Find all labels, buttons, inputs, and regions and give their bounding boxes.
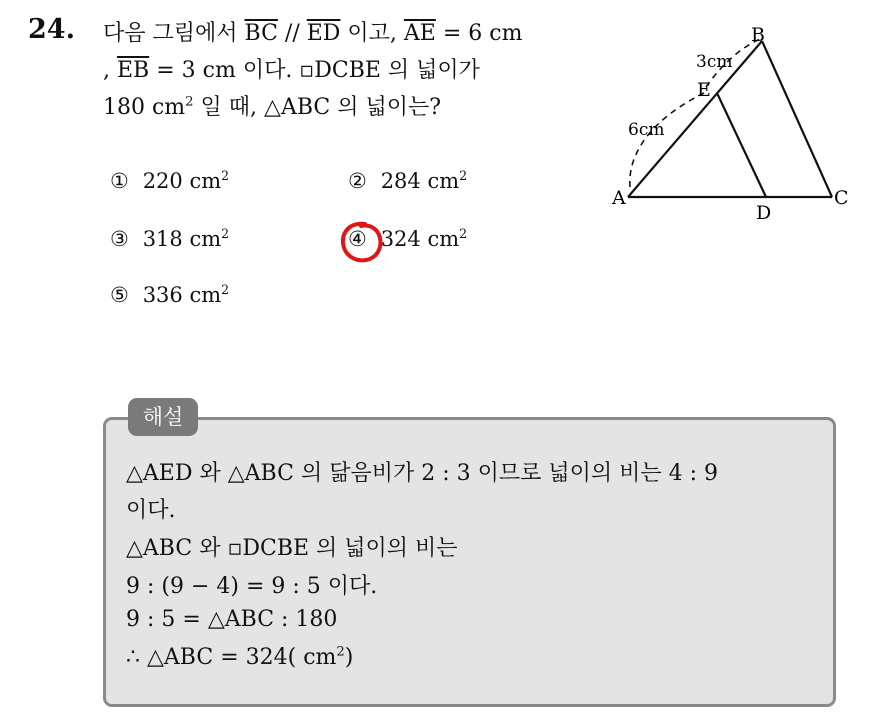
label-c: C [834, 187, 849, 209]
side-ab [628, 41, 762, 197]
choice-2[interactable] [348, 169, 467, 193]
choice-value: 220 cm [142, 169, 222, 193]
choice-value: 336 cm [142, 283, 222, 307]
solution-line-1: △AED 와 △ABC 의 닮음비가 2 : 3 이므로 넓이의 비는 4 : 9 [126, 461, 718, 486]
solution-line-3: △ABC 와 ▫DCBE 의 넓이의 비는 [126, 536, 458, 561]
solution-tab: 해설 [128, 398, 198, 436]
choice-3[interactable] [110, 227, 229, 251]
side-bc [762, 41, 832, 197]
label-3cm: 3cm [696, 52, 733, 72]
label-a: A [612, 187, 626, 209]
superscript: 2 [336, 644, 345, 660]
question-text: 180 cm [103, 95, 186, 120]
superscript: 2 [221, 226, 230, 241]
choice-value: 284 cm [380, 169, 460, 193]
choice-value: 318 cm [142, 227, 222, 251]
question-line-2 [103, 53, 480, 84]
label-d: D [756, 202, 772, 224]
superscript: 2 [221, 282, 230, 297]
answer-circle-mark [339, 219, 385, 265]
label-e: E [697, 79, 711, 101]
question-line-1 [103, 16, 522, 47]
choice-5[interactable] [110, 283, 229, 307]
solution-line-4: 9 : (9 − 4) = 9 : 5 이다. [126, 574, 378, 599]
choice-number: ④ [348, 227, 367, 251]
label-b: B [751, 24, 765, 46]
choice-number: ① [110, 169, 129, 193]
solution-line-6 [126, 645, 353, 670]
question-line-3 [103, 90, 441, 121]
question-text: = 6 cm [435, 21, 523, 46]
segment-eb: $\overline{EB}$ [117, 58, 150, 83]
question-text: 이고, [340, 21, 404, 46]
question-text: , [103, 58, 117, 83]
question-text: 다음 그림에서 [103, 21, 245, 46]
label-6cm: 6cm [628, 120, 665, 140]
solution-text: ∴ △ABC = 324( cm [126, 645, 337, 670]
parallel-symbol: // [277, 21, 307, 46]
triangle-figure [600, 15, 860, 230]
segment-bc: $\overline{BC}$ [244, 21, 278, 46]
superscript: 2 [185, 94, 194, 110]
question-text: = 3 cm 이다. ▫DCBE 의 넓이가 [149, 58, 480, 83]
solution-line-5: 9 : 5 = △ABC : 180 [126, 607, 338, 632]
superscript: 2 [459, 226, 468, 241]
solution-line-2: 이다. [126, 498, 176, 523]
choice-number: ③ [110, 227, 129, 251]
arc-ae-dashed [630, 93, 704, 187]
question-text: 일 때, △ABC 의 넓이는? [193, 95, 442, 120]
superscript: 2 [221, 168, 230, 183]
question-number: 24. [28, 14, 75, 45]
segment-ed-line [717, 93, 766, 197]
solution-text: ) [344, 645, 354, 670]
choice-number: ② [348, 169, 367, 193]
segment-ed: $\overline{ED}$ [306, 21, 341, 46]
superscript: 2 [459, 168, 468, 183]
choice-1[interactable] [110, 169, 229, 193]
choice-value: 324 cm [380, 227, 460, 251]
choice-number: ⑤ [110, 283, 129, 307]
segment-ae: $\overline{AE}$ [403, 21, 436, 46]
